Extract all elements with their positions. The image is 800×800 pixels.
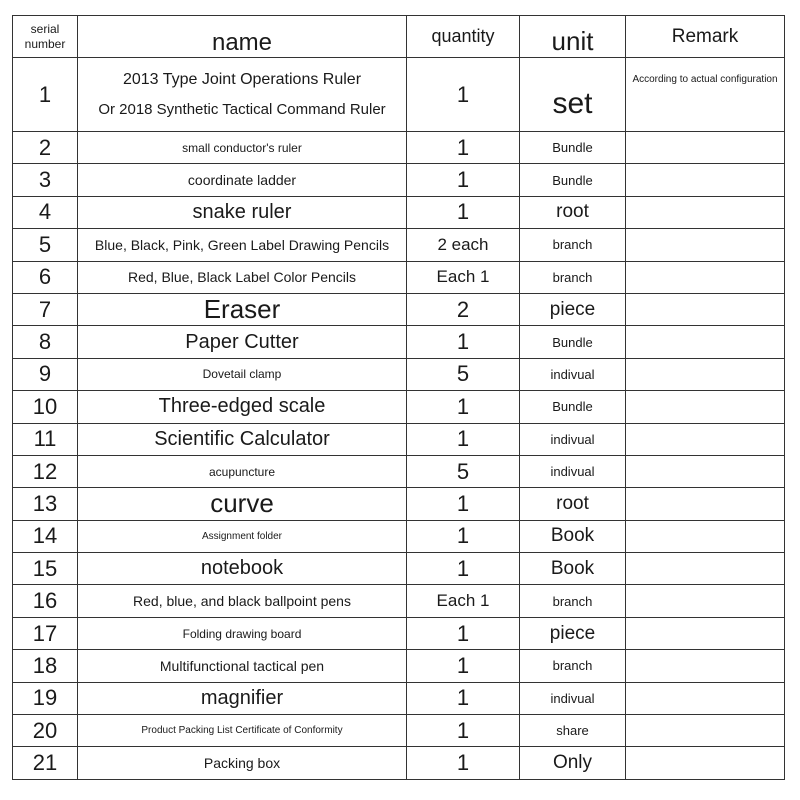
serial-cell: 4 [13,196,78,228]
name-line-1: 2013 Type Joint Operations Ruler [122,70,362,88]
remark-cell [626,488,785,520]
quantity-cell: 5 [407,358,520,390]
quantity-cell: Each 1 [407,261,520,293]
remark-cell [626,617,785,649]
table-row [13,553,785,585]
name-cell: coordinate ladder [78,164,407,196]
name-cell: Folding drawing board [78,617,407,649]
remark-cell [626,358,785,390]
quantity-cell: 1 [407,196,520,228]
name-cell: snake ruler [78,196,407,228]
unit-cell: branch [520,585,626,617]
unit-cell: branch [520,229,626,261]
name-cell: Paper Cutter [78,326,407,358]
table-row [13,585,785,617]
quantity-cell: 2 [407,293,520,325]
quantity-cell: 1 [407,132,520,164]
table-row [13,132,785,164]
remark-cell [626,164,785,196]
unit-cell: piece [520,293,626,325]
remark-cell [626,455,785,487]
remark-cell [626,132,785,164]
unit-cell: indivual [520,358,626,390]
header-name: name [78,16,407,58]
table-row [13,326,785,358]
remark-cell: According to actual configuration [626,58,785,132]
header-remark: Remark [626,16,785,58]
name-cell: Red, Blue, Black Label Color Pencils [78,261,407,293]
name-cell: acupuncture [78,455,407,487]
table-row [13,455,785,487]
quantity-cell: 1 [407,747,520,779]
quantity-cell: 1 [407,617,520,649]
name-cell: magnifier [78,682,407,714]
name-cell: Eraser [78,293,407,325]
unit-cell: indivual [520,423,626,455]
table-row [13,196,785,228]
name-cell: Multifunctional tactical pen [78,650,407,682]
remark-cell [626,682,785,714]
unit-cell: Bundle [520,164,626,196]
unit-cell: Bundle [520,326,626,358]
table-row [13,747,785,779]
remark-cell [626,196,785,228]
quantity-cell: 1 [407,326,520,358]
packing-list-table [12,15,785,780]
remark-cell [626,520,785,552]
table-row [13,682,785,714]
header-serial: serial number [13,16,78,58]
serial-cell: 2 [13,132,78,164]
serial-cell: 21 [13,747,78,779]
table-row [13,164,785,196]
serial-cell: 13 [13,488,78,520]
table-row [13,293,785,325]
serial-cell: 8 [13,326,78,358]
serial-cell: 10 [13,391,78,423]
remark-cell [626,229,785,261]
table-row [13,650,785,682]
unit-cell: piece [520,617,626,649]
remark-cell [626,715,785,747]
quantity-cell: 2 each [407,229,520,261]
name-cell: small conductor's ruler [78,132,407,164]
unit-cell: Only [520,747,626,779]
quantity-cell: 1 [407,553,520,585]
unit-cell: root [520,196,626,228]
quantity-cell: 5 [407,455,520,487]
name-cell: Blue, Black, Pink, Green Label Drawing Pencils [78,229,407,261]
quantity-cell: Each 1 [407,585,520,617]
remark-cell [626,553,785,585]
serial-cell: 20 [13,715,78,747]
table-row [13,229,785,261]
remark-cell [626,747,785,779]
name-cell: curve [78,488,407,520]
unit-cell: Bundle [520,132,626,164]
name-cell: Product Packing List Certificate of Conformity [78,715,407,747]
remark-cell [626,326,785,358]
quantity-cell: 1 [407,682,520,714]
serial-cell: 17 [13,617,78,649]
unit-cell: share [520,715,626,747]
quantity-cell: 1 [407,423,520,455]
unit-cell: indivual [520,455,626,487]
table-row [13,423,785,455]
quantity-cell: 1 [407,58,520,132]
name-cell: Three-edged scale [78,391,407,423]
serial-cell: 3 [13,164,78,196]
header-quantity: quantity [407,16,520,58]
name-cell: Assignment folder [78,520,407,552]
remark-cell [626,650,785,682]
table-row [13,715,785,747]
header-row [13,16,785,58]
serial-cell: 12 [13,455,78,487]
serial-cell: 11 [13,423,78,455]
unit-cell: branch [520,650,626,682]
unit-cell: Book [520,553,626,585]
quantity-cell: 1 [407,391,520,423]
unit-cell: set [520,58,626,132]
name-line-2: Or 2018 Synthetic Tactical Command Ruler [98,100,386,118]
quantity-cell: 1 [407,488,520,520]
unit-cell: Book [520,520,626,552]
unit-cell: Bundle [520,391,626,423]
table-row [13,391,785,423]
serial-cell: 15 [13,553,78,585]
serial-cell: 6 [13,261,78,293]
name-cell: Packing box [78,747,407,779]
serial-cell: 14 [13,520,78,552]
remark-cell [626,261,785,293]
name-cell: Red, blue, and black ballpoint pens [78,585,407,617]
unit-cell: indivual [520,682,626,714]
remark-cell [626,585,785,617]
unit-cell: root [520,488,626,520]
header-unit: unit [520,16,626,58]
serial-cell: 5 [13,229,78,261]
table-row [13,520,785,552]
name-cell [78,58,407,132]
quantity-cell: 1 [407,650,520,682]
name-cell: notebook [78,553,407,585]
serial-cell: 9 [13,358,78,390]
remark-cell [626,391,785,423]
table-row [13,617,785,649]
serial-cell: 16 [13,585,78,617]
serial-cell: 19 [13,682,78,714]
quantity-cell: 1 [407,520,520,552]
table-row [13,488,785,520]
serial-cell: 7 [13,293,78,325]
quantity-cell: 1 [407,715,520,747]
name-cell: Dovetail clamp [78,358,407,390]
serial-cell: 18 [13,650,78,682]
table-row [13,358,785,390]
quantity-cell: 1 [407,164,520,196]
remark-cell [626,293,785,325]
unit-cell: branch [520,261,626,293]
name-cell: Scientific Calculator [78,423,407,455]
serial-cell: 1 [13,58,78,132]
table-row [13,58,785,132]
table-row [13,261,785,293]
remark-cell [626,423,785,455]
